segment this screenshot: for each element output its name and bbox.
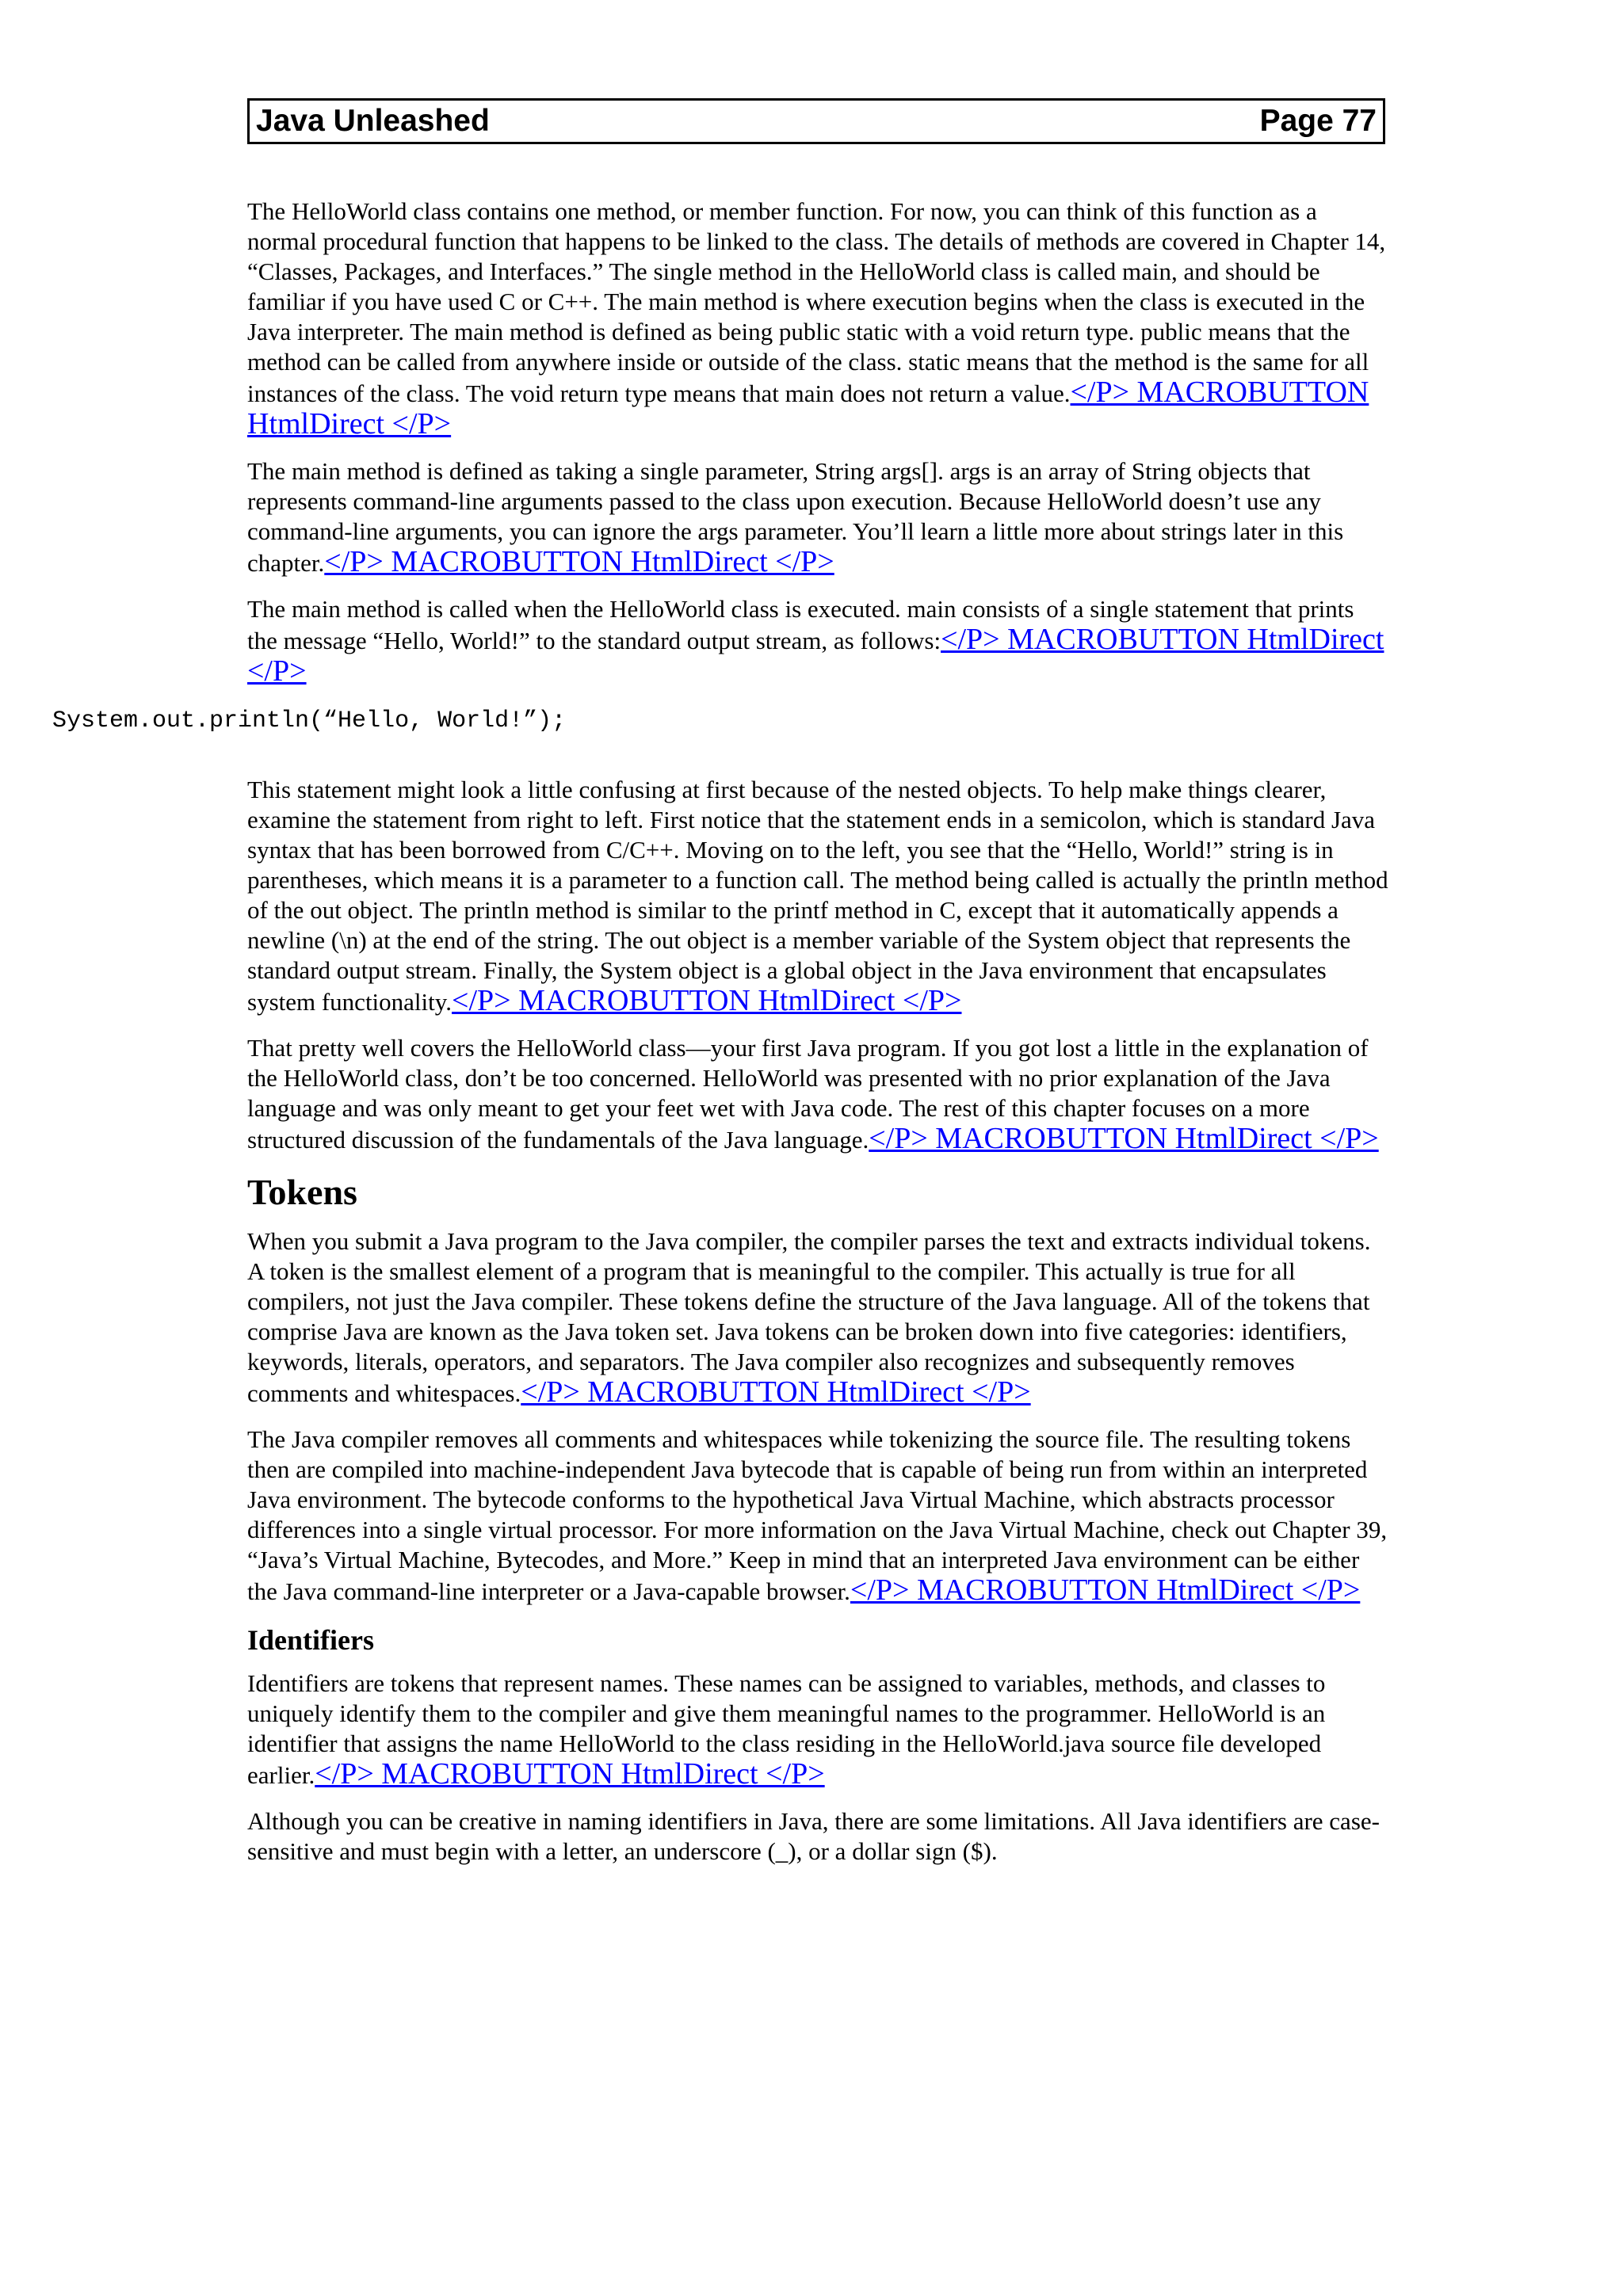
page-number: Page 77 (1259, 104, 1377, 138)
paragraph-6: When you submit a Java program to the Java compiler, the compiler parses the text and extracts individual tokens. A token is the smallest element of a program that is meaningful to the compiler. This actually is true for all compilers, not just the Java compiler. These tokens define the structure of the Java language. All of the tokens that comprise Java are known as the Java token set. Java tokens can be broken down into five categories: identifiers, keywords, literals, operators, and separators. The Java compiler also recognizes and subsequently removes comments and whitespaces.</P> MACROBUTTON HtmlDirect </P> (247, 1227, 1371, 1409)
paragraph-7: The Java compiler removes all comments and whitespaces while tokenizing the source file. The resulting tokens then are compiled into machine-independent Java bytecode that is capable of being run from within an interpreted Java environment. The bytecode conforms to the hypothetical Java Virtual Machine, which abstracts processor differences into a single virtual processor. For more information on the Java Virtual Machine, check out Chapter 39, “Java’s Virtual Machine, Bytecodes, and More.” Keep in mind that an interpreted Java environment can be either the Java command-line interpreter or a Java-capable browser.</P> MACROBUTTON HtmlDirect </P> (247, 1425, 1388, 1607)
paragraph-3: The main method is called when the HelloWorld class is executed. main consists of a single statement that prints the message “Hello, World!” to the standard output stream, as follows:</P> MACROBUTTON HtmlDirect </P> (247, 595, 1384, 688)
macrobutton-link-4[interactable]: </P> MACROBUTTON HtmlDirect </P> (452, 984, 962, 1017)
page-content (52, 196, 1388, 1882)
paragraph-8: Identifiers are tokens that represent names. These names can be assigned to variables, methods, and classes to uniquely identify them to the compiler and give them meaningful names to the programmer. HelloWorld is an identifier that assigns the name HelloWorld to the class residing in the HelloWorld.java source file developed earlier.</P> MACROBUTTON HtmlDirect </P> (247, 1669, 1326, 1791)
paragraph-5: That pretty well covers the HelloWorld class—your first Java program. If you got lost a little in the explanation of the HelloWorld class, don’t be too concerned. HelloWorld was presented with no prior explanation of the Java language and was only meant to get your feet wet with Java code. The rest of this chapter focuses on a more structured discussion of the fundamentals of the Java language.</P> MACROBUTTON HtmlDirect </P> (247, 1034, 1379, 1155)
paragraph-4: This statement might look a little confusing at first because of the nested objects. To help make things clearer, examine the statement from right to left. First notice that the statement ends in a semicolon, which is standard Java syntax that has been borrowed from C/C++. Moving on to the left, you see that the “Hello, World!” string is in parentheses, which means it is a parameter to a function call. The method being called is actually the println method of the out object. The println method is similar to the printf method in C, except that it automatically appends a newline (\n) at the end of the string. The out object is a member variable of the System object that represents the standard output stream. Finally, the System object is a global object in the Java environment that encapsulates system functionality.</P> MACROBUTTON HtmlDirect </P> (247, 776, 1388, 1017)
macrobutton-link-2[interactable]: </P> MACROBUTTON HtmlDirect </P> (324, 545, 834, 578)
paragraph-9: Although you can be creative in naming identifiers in Java, there are some limitations. All Java identifiers are case-sensitive and must begin with a letter, an underscore (_), or a dollar sign ($). (247, 1807, 1380, 1865)
paragraph-1: The HelloWorld class contains one method, or member function. For now, you can think of this function as a normal procedural function that happens to be linked to the class. The details of methods are covered in Chapter 14, “Classes, Packages, and Interfaces.” The single method in the HelloWorld class is called main, and should be familiar if you have used C or C++. The main method is where execution begins when the class is executed in the Java interpreter. The main method is defined as being public static with a void return type. public means that the method can be called from anywhere inside or outside of the class. static means that the method is the same for all instances of the class. The void return type means that main does not return a value.</P> MACROBUTTON HtmlDirect </P> (247, 197, 1386, 441)
macrobutton-link-7[interactable]: </P> MACROBUTTON HtmlDirect </P> (850, 1573, 1361, 1607)
macrobutton-link-3[interactable]: </P> MACROBUTTON HtmlDirect </P> (247, 623, 1384, 688)
macrobutton-link-8[interactable]: </P> MACROBUTTON HtmlDirect </P> (315, 1757, 825, 1791)
heading-identifiers: Identifiers (247, 1624, 374, 1656)
paragraph-2: The main method is defined as taking a single parameter, String args[]. args is an array of String objects that represents command-line arguments passed to the class upon execution. Because HelloWorld doesn’t use any command-line arguments, you can ignore the args parameter. You’ll learn a little more about strings later in this chapter.</P> MACROBUTTON HtmlDirect </P> (247, 457, 1344, 578)
macrobutton-link-1[interactable]: </P> MACROBUTTON HtmlDirect </P> (247, 376, 1369, 441)
page-header (247, 98, 1385, 144)
heading-tokens: Tokens (247, 1172, 357, 1212)
macrobutton-link-6[interactable]: </P> MACROBUTTON HtmlDirect </P> (521, 1375, 1031, 1409)
code-snippet: System.out.println(“Hello, World!”); (52, 707, 567, 734)
book-title: Java Unleashed (256, 104, 490, 138)
macrobutton-link-5[interactable]: </P> MACROBUTTON HtmlDirect </P> (869, 1122, 1379, 1155)
